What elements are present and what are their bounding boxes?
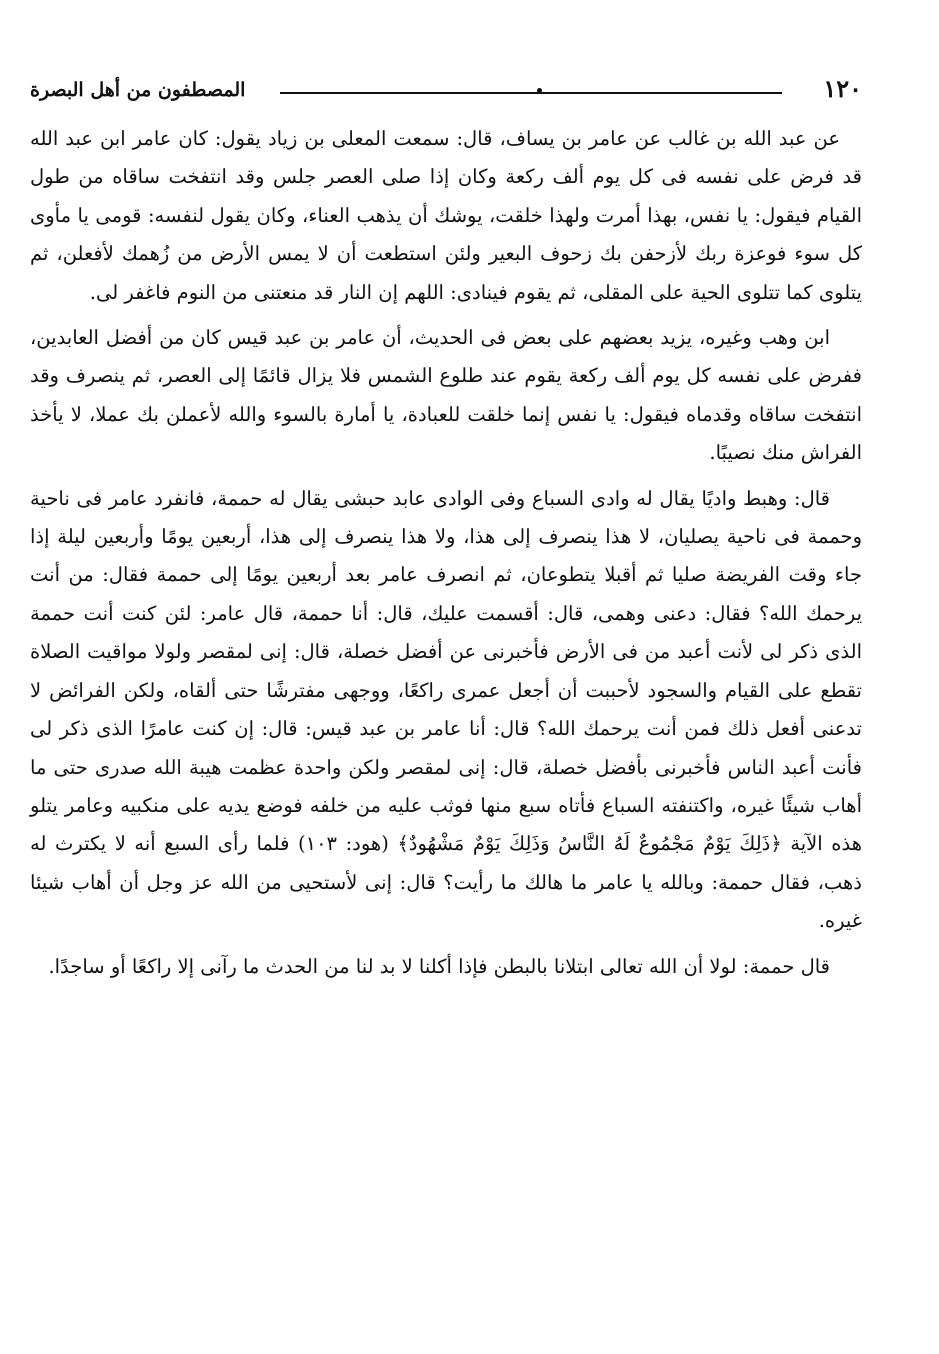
paragraph-3: قال: وهبط واديًا يقال له وادى السباع وفى الوادى عابد حبشى يقال له حممة، فانفرد عامر فى ناحية وحممة فى ناحية يصليان، لا هذا ينصرف إلى هذا، ولا هذا ينصرف إلى هذا، أربعين يومًا وأربعين ليلة إذا جاء وقت الفريضة صليا ثم أقبلا يتطوعان، ثم انصرف عامر بعد أربعين يومًا إلى حممة فقال: من أنت يرحمك الله؟ فقال: دعنى وهمى، قال: أقسمت عليك، قال: أنا حممة، قال عامر: لئن كنت أنت حممة الذى ذكر لى لأنت أعبد من فى الأرض فأخبرنى عن أفضل خصلة، قال: إنى لمقصر ولولا مواقيت الصلاة تقطع على القيام والسجود لأحببت أن أجعل عمرى راكعًا، ووجهى مفترشًا حتى ألقاه، ولكن الفرائض لا تدعنى أفعل ذلك فمن أنت يرحمك الله؟ قال: أنا عامر بن عبد قيس: قال: إن كنت عامرًا الذى ذكر لى فأنت أعبد الناس فأخبرنى بأفضل خصلة، قال: إنى لمقصر ولكن واحدة عظمت هيبة الله صدرى حتى ما أهاب شيئًا غيره، واكتنفته السباع فأتاه سبع منها فوثب عليه من خلفه فوضع يديه على منكبيه وعامر يتلو هذه الآية ﴿ذَلِكَ يَوْمٌ مَجْمُوعٌ لَهُ النَّاسُ وَذَلِكَ يَوْمٌ مَشْهُودٌ﴾ (هود: ١٠٣) فلما رأى السبع أنه لا يكترث له ذهب، فقال حممة: وبالله يا عامر ما هالك ما رأيت؟ قال: إنى لأستحيى من الله عز وجل أن أهاب شيئا غيره.: [30, 486, 863, 933]
paragraph-4: قال حممة: لولا أن الله تعالى ابتلانا بالبطن فإذا أكلنا لا بد لنا من الحدث ما رآنى إلا راكعًا أو ساجدًا.: [48, 954, 830, 978]
paragraph-1: عن عبد الله بن غالب عن عامر بن يساف، قال: سمعت المعلى بن زياد يقول: كان عامر ابن عبد الله قد فرض على نفسه فى كل يوم ألف ركعة وكان إذا صلى العصر جلس وقد انتفخت ساقاه من طول القيام فيقول: يا نفس، بهذا أمرت ولهذا خلقت، يوشك أن يذهب العناء، وكان يقول لنفسه: قومى يا مأوى كل سوء فوعزة ربك لأزحفن بك زحوف البعير ولئن استطعت أن لا يمس الأرض من زُهمك لأفعلن، ثم يتلوى كما تتلوى الحية على المقلى، ثم يقوم فينادى: اللهم إن النار قد منعتنى من النوم فاغفر لى.: [30, 127, 862, 304]
header-dot: [537, 88, 542, 93]
page-header: [30, 74, 862, 114]
running-title: المصطفون من أهل البصرة: [30, 79, 246, 101]
body-text: [30, 120, 862, 993]
paragraph-2: ابن وهب وغيره، يزيد بعضهم على بعض فى الحديث، أن عامر بن عبد قيس كان من أفضل العابدين، ففرض على نفسه كل يوم ألف ركعة يقوم عند طلوع الشمس فلا يزال قائمًا إلى العصر، ثم ينصرف وقد انتفخت ساقاه وقدماه فيقول: يا نفس إنما خلقت للعبادة، يا أمارة بالسوء والله لأعملن بك عملا، لا يأخذ الفراش منك نصيبًا.: [30, 326, 862, 465]
page-number: ١٢٠: [823, 74, 862, 103]
header-rule: [280, 92, 782, 94]
